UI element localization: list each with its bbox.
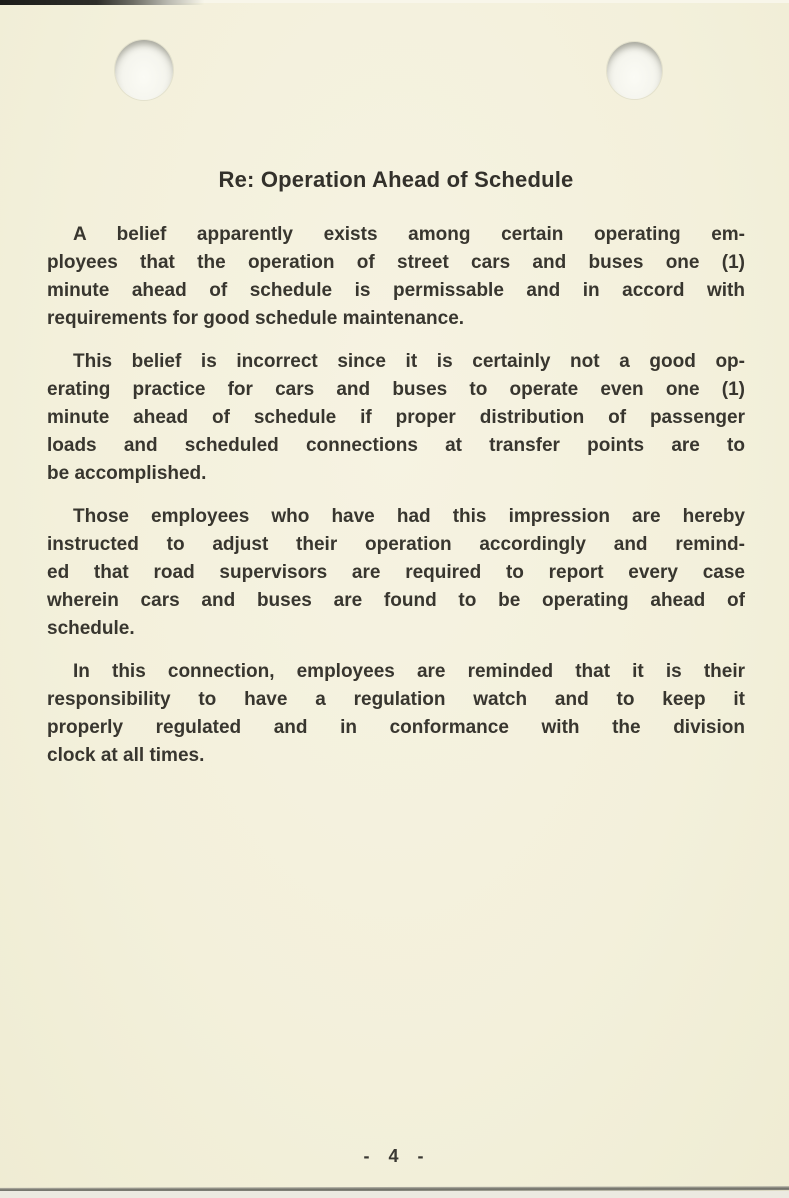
text-line: clock at all times. <box>47 745 205 766</box>
memo-body <box>47 167 745 785</box>
text-line: requirements for good schedule maintenance. <box>47 308 465 329</box>
paragraph <box>47 503 745 643</box>
paragraph-list <box>47 221 745 770</box>
text-line: minute ahead of schedule is permissable and in accord with <box>47 280 745 301</box>
text-line: loads and scheduled connections at transfer points are to <box>47 435 745 456</box>
text-line: In this connection, employees are reminded that it is their <box>73 661 745 682</box>
text-line: minute ahead of schedule if proper distribution of passenger <box>47 407 745 428</box>
punch-hole-left <box>115 40 173 100</box>
text-line: erating practice for cars and buses to operate even one (1) <box>47 379 745 400</box>
torn-edge-mark <box>0 0 215 5</box>
text-line: ployees that the operation of street cars and buses one (1) <box>47 252 745 273</box>
memo-title: Re: Operation Ahead of Schedule <box>218 167 574 192</box>
paragraph <box>47 221 745 333</box>
text-line: Those employees who have had this impression are hereby <box>73 506 745 527</box>
paragraph <box>47 658 745 770</box>
text-line: ed that road supervisors are required to report every case <box>47 562 745 583</box>
text-line: be accomplished. <box>47 463 207 484</box>
page-top-edge <box>130 0 789 3</box>
paragraph <box>47 348 745 488</box>
page-number: - 4 - <box>363 1146 426 1166</box>
text-line: wherein cars and buses are found to be operating ahead of <box>47 590 745 611</box>
text-line: A belief apparently exists among certain operating em- <box>73 224 745 245</box>
text-line: This belief is incorrect since it is certainly not a good op- <box>73 351 745 372</box>
text-line: instructed to adjust their operation accordingly and remind- <box>47 534 745 555</box>
punch-hole-right <box>607 42 662 99</box>
scanner-background-strip <box>0 1191 789 1198</box>
text-line: responsibility to have a regulation watch and to keep it <box>47 689 745 710</box>
text-line: properly regulated and in conformance with the division <box>47 717 745 738</box>
text-line: schedule. <box>47 618 135 639</box>
